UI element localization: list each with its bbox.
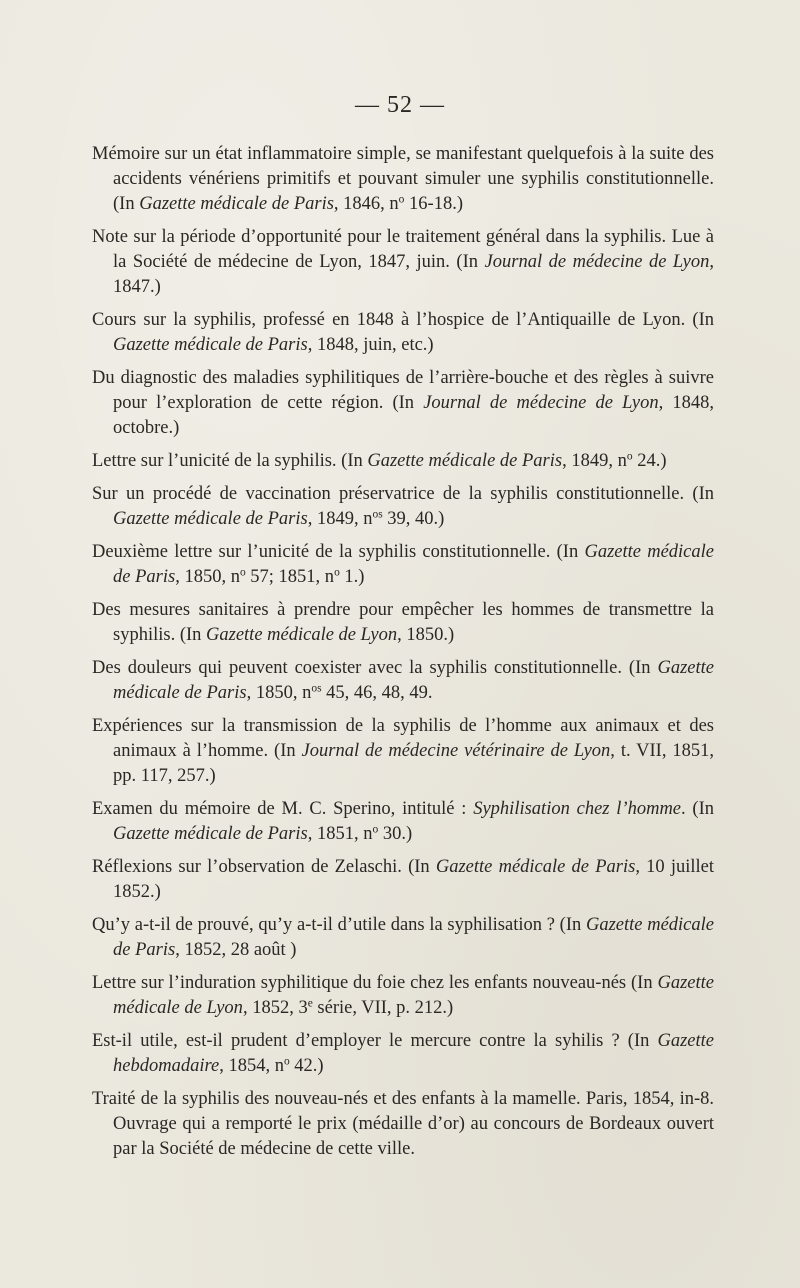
entry-text: , 1854, n (219, 1056, 284, 1076)
bibliography-entry (92, 797, 714, 847)
superscript: os (372, 508, 383, 521)
journal-title: Journal de médecine vétérinaire de Lyon (301, 741, 611, 761)
entry-text: , 1849, n (307, 509, 373, 529)
bibliography-entry (92, 656, 714, 706)
entry-text: 1.) (339, 567, 365, 587)
bibliography-entry (92, 913, 714, 963)
bibliography-entry (92, 308, 714, 358)
superscript: o (334, 566, 340, 579)
entry-text: , 1852, 28 août ) (175, 940, 297, 960)
entry-text: , 1846, n (333, 194, 399, 214)
entry-text: , 1851, n (307, 824, 373, 844)
entry-text: Qu’y a-t-il de prouvé, qu’y a-t-il d’utile dans la syphilisation ? (In (92, 915, 586, 935)
journal-title: Gazette médicale de Lyon (206, 625, 398, 645)
entry-text: Des mesures sanitaires à prendre pour empêcher les hommes de transmettre la syphilis. (In (92, 600, 714, 645)
entry-text: Du diagnostic des maladies syphilitiques de l’arrière-bouche et des règles à suivre pour l’exploration de cette région. (In (92, 368, 714, 413)
entry-text: Traité de la syphilis des nouveau-nés et des enfants à la mamelle. Paris, 1854, in-8. Ouvrage qui a remporté le prix (médaille d’or) au concours de Bordeaux ouvert par la Société de médecine de cette ville. (92, 1089, 714, 1159)
bibliography-entry (92, 540, 714, 590)
entry-text: 30.) (378, 824, 413, 844)
superscript: o (283, 1055, 290, 1068)
entry-text: , 10 juillet 1852.) (113, 857, 714, 902)
bibliography-entry (92, 971, 714, 1021)
entry-text: Réflexions sur l’observation de Zelaschi. (In (92, 857, 436, 877)
journal-title: Gazette médicale de Paris (113, 915, 714, 960)
entry-text: 45, 46, 48, 49. (321, 683, 433, 703)
superscript: o (239, 566, 246, 579)
journal-title: Journal de médecine de Lyon (423, 393, 659, 413)
entry-text: Mémoire sur un état inflammatoire simple, se manifestant quelquefois à la suite des accidents vénériens primitifs et pouvant simuler une syphilis constitutionnelle. (In (92, 144, 714, 214)
superscript: os (311, 682, 322, 695)
entry-text: 42.) (289, 1056, 324, 1076)
bibliography-entry (92, 598, 714, 648)
journal-title: Gazette médicale de Paris (113, 824, 308, 844)
entry-text: 39, 40.) (382, 509, 445, 529)
entry-text: Examen du mémoire de M. C. Sperino, intitulé : (92, 799, 474, 819)
entry-text: Des douleurs qui peuvent coexister avec la syphilis constitutionnelle. (In (92, 658, 658, 678)
bibliography-entry (92, 482, 714, 532)
entry-text: , 1852, 3 (242, 998, 308, 1018)
journal-title: Gazette hebdomadaire (113, 1031, 714, 1076)
bibliography-entry (92, 142, 714, 217)
entry-text: , 1850, n (175, 567, 240, 587)
entry-text: Lettre sur l’unicité de la syphilis. (In (92, 451, 368, 471)
bibliography-entry (92, 225, 714, 300)
page-number: — 52 — (355, 92, 445, 118)
entry-text: Cours sur la syphilis, professé en 1848 à l’hospice de l’Antiquaille de Lyon. (In (92, 310, 714, 330)
entry-text: , t. VII, 1851, pp. 117, 257.) (113, 741, 714, 786)
journal-title: Gazette médicale de Lyon (113, 973, 714, 1018)
journal-title: Gazette médicale de Paris (139, 194, 334, 214)
journal-title: Journal de médecine de Lyon (484, 252, 710, 272)
entry-text: 16-18.) (404, 194, 463, 214)
entry-text: Note sur la période d’opportunité pour le traitement général dans la syphilis. Lue à la Société de médecine de Lyon, 1847, juin. (In (92, 227, 714, 272)
journal-title: Gazette médicale de Paris (367, 451, 563, 471)
entry-text: série, VII, p. 212.) (312, 998, 454, 1018)
entry-text: 57; 1851, n (245, 567, 335, 587)
bibliography-entry (92, 366, 714, 441)
bibliography-entry (92, 449, 714, 474)
entry-text: Expériences sur la transmission de la syphilis de l’homme aux animaux et des animaux à l’homme. (In (92, 716, 714, 761)
superscript: o (626, 450, 633, 463)
entry-text: , 1850.) (397, 625, 455, 645)
bibliography-entry (92, 1087, 714, 1162)
journal-title: Gazette médicale de Paris (113, 335, 308, 355)
entry-text: , 1850, n (246, 683, 312, 703)
journal-title: Gazette médicale de Paris (435, 857, 636, 877)
entry-text: , 1849, n (562, 451, 627, 471)
bibliography-entry (92, 855, 714, 905)
bibliography-entry (92, 714, 714, 789)
entry-text: , 1847.) (113, 252, 714, 297)
entry-text: . (In (681, 799, 715, 819)
superscript: o (398, 193, 405, 206)
superscript: e (307, 997, 313, 1010)
journal-title: Syphilisation chez l’homme (473, 799, 682, 819)
journal-title: Gazette médicale de Paris (113, 509, 308, 529)
entry-text: Est-il utile, est-il prudent d’employer le mercure contre la syhilis ? (In (92, 1031, 658, 1051)
entry-text: Lettre sur l’induration syphilitique du foie chez les enfants nouveau-nés (In (92, 973, 658, 993)
bibliography-entry (92, 1029, 714, 1079)
entry-text: 24.) (632, 451, 667, 471)
journal-title: Gazette médicale de Paris (113, 658, 714, 703)
entry-text: Sur un procédé de vaccination préservatrice de la syphilis constitutionnelle. (In (92, 484, 714, 504)
entry-text: , 1848, juin, etc.) (307, 335, 434, 355)
superscript: o (372, 823, 379, 836)
bibliography-list (92, 142, 714, 1170)
entry-text: , 1848, octobre.) (113, 393, 714, 438)
entry-text: Deuxième lettre sur l’unicité de la syphilis constitutionnelle. (In (92, 542, 585, 562)
journal-title: Gazette médicale de Paris (113, 542, 714, 587)
